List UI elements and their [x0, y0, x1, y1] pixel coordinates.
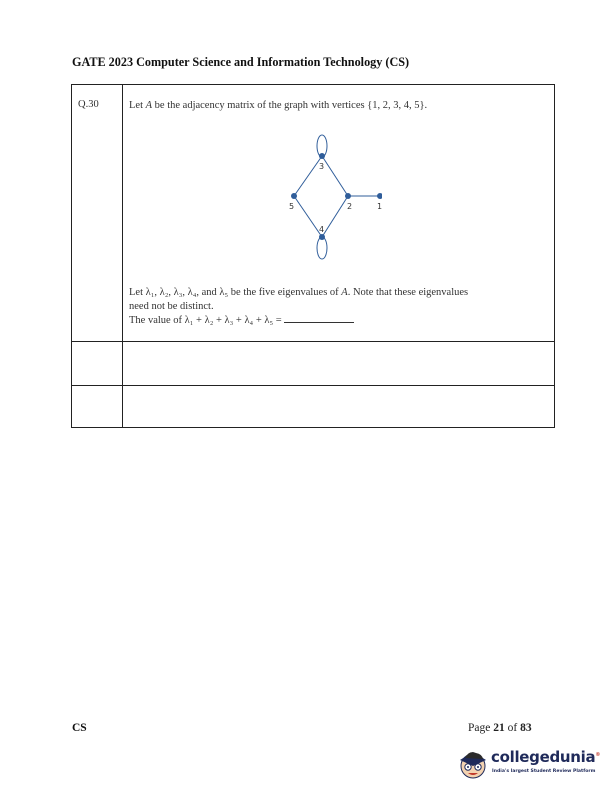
collegedunia-logo: [456, 742, 606, 788]
question-intro-prefix: Let: [129, 100, 146, 111]
brand-name: [491, 748, 600, 766]
answer-blank: [284, 314, 354, 323]
self-loop-vertex-4: [317, 237, 327, 259]
student-mascot-icon: [456, 744, 490, 784]
vertex-label-1: 1: [377, 202, 382, 211]
eigenvalue-line-1-text: Let λ₁, λ₂, λ₃, λ₄, and λ₅ be the five eigenvalues of: [129, 287, 342, 298]
edge-3-2: [322, 156, 348, 196]
matrix-variable-2: A: [341, 287, 348, 298]
vertex-1: [377, 193, 382, 199]
eigenvalue-line-1: [129, 286, 554, 300]
question-intro: [129, 99, 549, 113]
brand-tagline: India's largest Student Review Platform: [492, 769, 596, 774]
footer-total-pages: 83: [520, 722, 532, 734]
footer-current-page: 21: [493, 722, 505, 734]
table-row-divider: [72, 385, 554, 386]
answer-prompt: The value of λ₁ + λ₂ + λ₃ + λ₄ + λ₅ =: [129, 315, 285, 326]
table-row-divider: [72, 341, 554, 342]
question-table: [71, 84, 555, 428]
eigenvalue-text: [129, 286, 554, 328]
brand-trademark: ®: [595, 752, 601, 758]
vertex-label-2: 2: [347, 202, 353, 211]
vertex-label-4: 4: [319, 225, 325, 234]
graph-figure: [272, 125, 382, 265]
footer-page-number: [468, 722, 532, 734]
question-intro-suffix: be the adjacency matrix of the graph with vertices {1, 2, 3, 4, 5}.: [152, 100, 428, 111]
eigenvalue-line-1-end: . Note that these eigenvalues: [347, 287, 469, 298]
vertex-4: [319, 234, 325, 240]
vertex-5: [291, 193, 297, 199]
footer-paper-code: CS: [72, 722, 87, 734]
vertex-3: [319, 153, 325, 159]
eigenvalue-line-2: need not be distinct.: [129, 301, 214, 312]
edge-5-4: [294, 196, 325, 237]
edge-2-4: [322, 196, 348, 237]
vertex-label-5: 5: [289, 202, 295, 211]
edge-3-5: [294, 156, 325, 196]
vertex-label-3: 3: [319, 162, 325, 171]
question-number: Q.30: [78, 99, 99, 110]
page-header-title: GATE 2023 Computer Science and Information Technology (CS): [72, 55, 410, 69]
footer-page-mid: of: [504, 722, 521, 734]
eigenvalue-line-3: [129, 314, 554, 328]
brand-name-text: collegedunia: [491, 748, 596, 766]
matrix-variable: A: [145, 100, 153, 111]
vertex-2: [345, 193, 351, 199]
footer-page-prefix: Page: [468, 722, 494, 734]
table-column-divider: [122, 85, 123, 427]
